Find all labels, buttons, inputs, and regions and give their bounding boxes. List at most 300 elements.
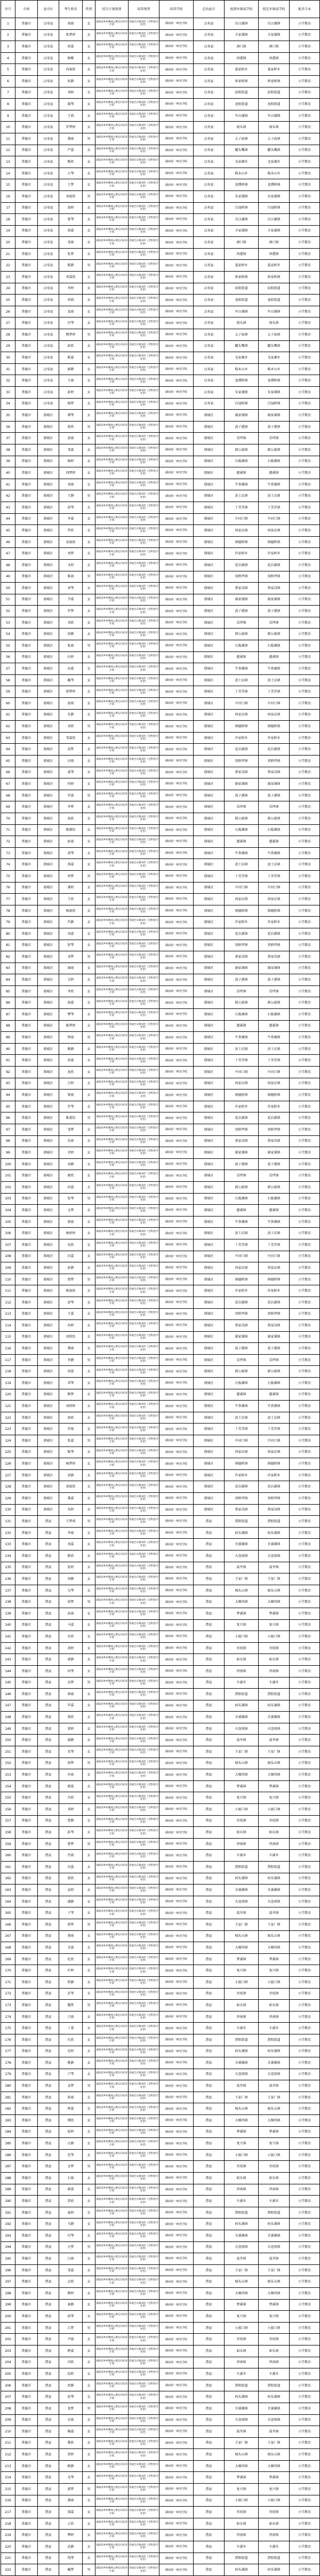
table-row <box>1 1804 320 1816</box>
cell-school: 湖南第一师范学院 <box>159 1573 194 1585</box>
cell-major: 小学教育 <box>290 940 320 951</box>
cell-index: 207 <box>1 2391 15 2403</box>
cell-type: 普通全日制本科（全科型/专业型） <box>129 870 159 882</box>
cell-school: 湖南第一师范学院 <box>159 1481 194 1493</box>
cell-type: 普通全日制本科（全科型/专业型） <box>129 1539 159 1551</box>
cell-school: 湖南第一师范学院 <box>159 1274 194 1285</box>
cell-gender: 女 <box>83 2011 95 2023</box>
cell-county: 鼎城区 <box>194 502 225 513</box>
cell-name: 文婷 <box>59 559 83 571</box>
cell-index: 99 <box>1 1147 15 1159</box>
cell-city: 常德市 <box>15 168 38 179</box>
cell-city: 常德市 <box>15 801 38 813</box>
cell-major: 小学教育 <box>290 2196 320 2207</box>
cell-type: 普通全日制本科（全科型/专业型） <box>129 1585 159 1596</box>
cell-county: 鼎城区 <box>194 663 225 675</box>
cell-plan: 湖南省乡村教师公费定向培养计划 <box>95 1378 129 1389</box>
cell-type: 普通全日制本科（全科型/专业型） <box>129 894 159 905</box>
cell-plan: 湖南省乡村教师公费定向培养计划 <box>95 1424 129 1435</box>
cell-report-town: 大堰垱镇 <box>225 2460 259 2472</box>
cell-school: 湖南第一师范学院 <box>159 1469 194 1481</box>
cell-city: 常德市 <box>15 110 38 122</box>
cell-major: 小学教育 <box>290 2414 320 2426</box>
cell-gender: 女 <box>83 2414 95 2426</box>
cell-type: 普通全日制本科（全科型/专业型） <box>129 1735 159 1746</box>
cell-county: 鼎城区 <box>194 1009 225 1021</box>
cell-type: 普通全日制本科（全科型/专业型） <box>129 1850 159 1862</box>
cell-plan: 湖南省乡村教师公费定向培养计划 <box>95 1873 129 1885</box>
cell-name: 邹嘉欣 <box>59 732 83 744</box>
cell-city: 常德市 <box>15 1919 38 1930</box>
cell-index: 96 <box>1 1112 15 1124</box>
cell-assigned-town: 涔南镇 <box>259 1665 290 1677</box>
table-row <box>1 433 320 444</box>
cell-school: 湖南第一师范学院 <box>159 225 194 237</box>
cell-type: 普通全日制本科（全科型/专业型） <box>129 64 159 76</box>
cell-plan: 湖南省乡村教师公费定向培养计划 <box>95 156 129 168</box>
cell-district: 澧县 <box>38 1700 59 1712</box>
cell-city: 常德市 <box>15 1723 38 1735</box>
cell-name: 魏梦 <box>59 2000 83 2011</box>
cell-major: 小学教育 <box>290 997 320 1009</box>
cell-school: 湖南第一师范学院 <box>159 1262 194 1274</box>
cell-report-town: 罐头嘴镇 <box>225 145 259 156</box>
cell-school: 湖南第一师范学院 <box>159 951 194 963</box>
cell-name: 罗嘉 <box>59 790 83 801</box>
cell-major: 小学教育 <box>290 1424 320 1435</box>
cell-report-town: 澧阳街道 <box>225 2034 259 2046</box>
cell-plan: 湖南省乡村教师公费定向培养计划 <box>95 2115 129 2127</box>
cell-gender: 女 <box>83 940 95 951</box>
table-row <box>1 1896 320 1907</box>
cell-plan: 湖南省乡村教师公费定向培养计划 <box>95 2161 129 2173</box>
table-row <box>1 1527 320 1539</box>
table-row <box>1 1308 320 1320</box>
cell-report-town: 朱家铺镇 <box>225 190 259 202</box>
cell-plan: 湖南省乡村教师公费定向培养计划 <box>95 2173 129 2184</box>
cell-city: 常德市 <box>15 99 38 110</box>
cell-assigned-town: 码头铺镇 <box>259 2219 290 2230</box>
cell-report-town: 许家桥乡 <box>225 548 259 560</box>
cell-school: 湖南第一师范学院 <box>159 1885 194 1896</box>
cell-assigned-town: 蒿子港镇 <box>259 421 290 433</box>
table-row <box>1 559 320 571</box>
cell-gender: 女 <box>83 237 95 249</box>
cell-district: 澧县 <box>38 2138 59 2150</box>
cell-name: 李欣 <box>59 985 83 997</box>
cell-major: 小学教育 <box>290 398 320 410</box>
cell-name: 贾欣 <box>59 2196 83 2207</box>
cell-county: 鼎城区 <box>194 1285 225 1297</box>
cell-major: 小学教育 <box>290 1481 320 1493</box>
cell-type: 普通全日制本科（全科型/专业型） <box>129 997 159 1009</box>
cell-index: 51 <box>1 594 15 606</box>
cell-plan: 湖南省乡村教师公费定向培养计划 <box>95 2092 129 2103</box>
cell-report-town: 龙阳街道 <box>225 295 259 306</box>
cell-district: 汉寿县 <box>38 260 59 272</box>
cell-district: 鼎城区 <box>38 548 59 560</box>
cell-major: 小学教育 <box>290 2449 320 2461</box>
table-row <box>1 2495 320 2507</box>
cell-major: 小学教育 <box>290 2149 320 2161</box>
cell-report-town: 镇德桥镇 <box>225 905 259 917</box>
cell-school: 湖南第一师范学院 <box>159 2080 194 2092</box>
cell-school: 湖南第一师范学院 <box>159 1401 194 1412</box>
cell-major: 小学教育 <box>290 1804 320 1816</box>
table-row <box>1 2345 320 2357</box>
cell-gender: 女 <box>83 2207 95 2219</box>
cell-school: 湖南第一师范学院 <box>159 75 194 87</box>
cell-report-town: 坡头镇 <box>225 122 259 133</box>
cell-district: 澧县 <box>38 1758 59 1769</box>
cell-school: 湖南第一师范学院 <box>159 2518 194 2530</box>
cell-report-town: 军山铺镇 <box>225 110 259 122</box>
cell-gender: 男 <box>83 260 95 272</box>
cell-plan: 湖南省乡村教师公费定向培养计划 <box>95 75 129 87</box>
cell-plan: 湖南省乡村教师公费定向培养计划 <box>95 237 129 249</box>
cell-major: 小学教育 <box>290 479 320 490</box>
cell-report-town: 澧阳街道 <box>225 2380 259 2391</box>
cell-major: 小学教育 <box>290 272 320 283</box>
cell-index: 30 <box>1 352 15 364</box>
cell-school: 湖南第一师范学院 <box>159 1135 194 1147</box>
cell-assigned-town: 太子庙镇 <box>259 329 290 341</box>
cell-major: 小学教育 <box>290 1389 320 1401</box>
cell-district: 鼎城区 <box>38 1504 59 1516</box>
table-row <box>1 1032 320 1044</box>
cell-type: 普通全日制本科（全科型/专业型） <box>129 1516 159 1528</box>
cell-school: 湖南第一师范学院 <box>159 1181 194 1193</box>
cell-report-town: 城头山镇 <box>225 1585 259 1596</box>
cell-assigned-town: 军山铺镇 <box>259 306 290 317</box>
cell-county: 鼎城区 <box>194 1043 225 1055</box>
cell-city: 常德市 <box>15 997 38 1009</box>
cell-plan: 湖南省乡村教师公费定向培养计划 <box>95 594 129 606</box>
table-row <box>1 502 320 513</box>
cell-index: 205 <box>1 2368 15 2380</box>
cell-type: 普通全日制本科（全科型/专业型） <box>129 99 159 110</box>
cell-district: 澧县 <box>38 2115 59 2127</box>
cell-assigned-town: 官垸镇 <box>259 2507 290 2518</box>
cell-type: 普通全日制本科（全科型/专业型） <box>129 1562 159 1573</box>
cell-plan: 湖南省乡村教师公费定向培养计划 <box>95 375 129 387</box>
cell-type: 普通全日制本科（全科型/专业型） <box>129 651 159 663</box>
cell-school: 湖南第一师范学院 <box>159 1631 194 1643</box>
cell-index: 6 <box>1 75 15 87</box>
cell-county: 澧县 <box>194 2541 225 2553</box>
cell-major: 小学教育 <box>290 110 320 122</box>
cell-district: 鼎城区 <box>38 1343 59 1355</box>
cell-school: 湖南第一师范学院 <box>159 2460 194 2472</box>
table-row <box>1 1147 320 1159</box>
cell-city: 常德市 <box>15 260 38 272</box>
table-row <box>1 99 320 110</box>
cell-major: 小学教育 <box>290 1769 320 1781</box>
table-row <box>1 698 320 710</box>
table-row <box>1 2311 320 2323</box>
cell-district: 鼎城区 <box>38 421 59 433</box>
cell-school: 湖南第一师范学院 <box>159 1562 194 1573</box>
cell-district: 澧县 <box>38 2553 59 2564</box>
cell-plan: 湖南省乡村教师公费定向培养计划 <box>95 1228 129 1239</box>
cell-assigned-town: 双桥坪镇 <box>259 756 290 767</box>
cell-index: 63 <box>1 732 15 744</box>
cell-school: 湖南第一师范学院 <box>159 2530 194 2541</box>
cell-school: 湖南第一师范学院 <box>159 2023 194 2034</box>
cell-report-town: 复兴镇 <box>225 2484 259 2495</box>
cell-plan: 湖南省乡村教师公费定向培养计划 <box>95 1780 129 1792</box>
table-row <box>1 2253 320 2265</box>
cell-gender: 女 <box>83 375 95 387</box>
cell-city: 常德市 <box>15 1907 38 1919</box>
cell-county: 汉寿县 <box>194 340 225 352</box>
cell-school: 湖南第一师范学院 <box>159 306 194 317</box>
cell-report-town: 丰家铺镇 <box>225 225 259 237</box>
cell-plan: 湖南省乡村教师公费定向培养计划 <box>95 1308 129 1320</box>
cell-assigned-town: 花岩溪镇 <box>259 1481 290 1493</box>
cell-county: 澧县 <box>194 1815 225 1827</box>
cell-report-town: 韩公渡镇 <box>225 1181 259 1193</box>
cell-plan: 湖南省乡村教师公费定向培养计划 <box>95 1193 129 1205</box>
cell-city: 常德市 <box>15 1735 38 1746</box>
cell-county: 鼎城区 <box>194 1216 225 1228</box>
cell-assigned-town: 官垸镇 <box>259 2334 290 2346</box>
cell-district: 澧县 <box>38 1562 59 1573</box>
cell-name: 曾琴 <box>59 214 83 226</box>
cell-type: 普通全日制本科（全科型/专业型） <box>129 2253 159 2265</box>
cell-district: 鼎城区 <box>38 1308 59 1320</box>
cell-city: 常德市 <box>15 1354 38 1366</box>
cell-city: 常德市 <box>15 2530 38 2541</box>
cell-school: 湖南第一师范学院 <box>159 444 194 456</box>
cell-type: 普通全日制本科（全科型/专业型） <box>129 1424 159 1435</box>
cell-report-town: 周家店镇 <box>225 1078 259 1090</box>
cell-county: 鼎城区 <box>194 1124 225 1136</box>
cell-assigned-town: 韩公渡镇 <box>259 813 290 824</box>
cell-major: 小学教育 <box>290 1262 320 1274</box>
table-row <box>1 156 320 168</box>
cell-district: 澧县 <box>38 2460 59 2472</box>
table-row <box>1 1435 320 1447</box>
cell-county: 澧县 <box>194 1942 225 1954</box>
cell-index: 131 <box>1 1516 15 1528</box>
cell-plan: 湖南省乡村教师公费定向培养计划 <box>95 479 129 490</box>
cell-city: 常德市 <box>15 1930 38 1942</box>
cell-name: 刘嘉 <box>59 928 83 940</box>
cell-city: 常德市 <box>15 2414 38 2426</box>
cell-assigned-town: 韩公渡镇 <box>259 1181 290 1193</box>
cell-plan: 湖南省乡村教师公费定向培养计划 <box>95 145 129 156</box>
cell-name: 覃婷 <box>59 2530 83 2541</box>
table-row <box>1 1665 320 1677</box>
cell-school: 湖南第一师范学院 <box>159 272 194 283</box>
cell-type: 普通全日制本科（全科型/专业型） <box>129 2069 159 2080</box>
cell-school: 湖南第一师范学院 <box>159 2126 194 2138</box>
cell-county: 澧县 <box>194 2011 225 2023</box>
cell-name: 秦静 <box>59 2299 83 2311</box>
cell-plan: 湖南省乡村教师公费定向培养计划 <box>95 387 129 399</box>
cell-name: 尹嘉 <box>59 594 83 606</box>
cell-type: 普通全日制本科（全科型/专业型） <box>129 1158 159 1170</box>
cell-name: 丁嘉 <box>59 2023 83 2034</box>
table-row <box>1 52 320 64</box>
cell-type: 普通全日制本科（全科型/专业型） <box>129 156 159 168</box>
cell-county: 汉寿县 <box>194 375 225 387</box>
cell-major: 小学教育 <box>290 709 320 721</box>
cell-assigned-town: 草坪镇 <box>259 985 290 997</box>
cell-assigned-town: 花岩溪镇 <box>259 1112 290 1124</box>
table-row <box>1 2391 320 2403</box>
cell-district: 澧县 <box>38 1516 59 1528</box>
cell-district: 澧县 <box>38 2184 59 2196</box>
cell-assigned-town: 小渡口镇 <box>259 2322 290 2334</box>
cell-major: 小学教育 <box>290 1907 320 1919</box>
cell-major: 小学教育 <box>290 813 320 824</box>
cell-index: 12 <box>1 145 15 156</box>
cell-city: 常德市 <box>15 1366 38 1378</box>
cell-plan: 湖南省乡村教师公费定向培养计划 <box>95 2287 129 2299</box>
cell-index: 90 <box>1 1043 15 1055</box>
cell-gender: 男 <box>83 1919 95 1930</box>
cell-major: 小学教育 <box>290 2230 320 2242</box>
cell-type: 普通全日制本科（全科型/专业型） <box>129 1124 159 1136</box>
cell-district: 鼎城区 <box>38 1446 59 1458</box>
cell-report-town: 丰家铺镇 <box>225 29 259 41</box>
cell-gender: 女 <box>83 1458 95 1470</box>
cell-county: 汉寿县 <box>194 29 225 41</box>
cell-name: 方梦 <box>59 2241 83 2253</box>
cell-index: 113 <box>1 1308 15 1320</box>
cell-district: 澧县 <box>38 1815 59 1827</box>
cell-plan: 湖南省乡村教师公费定向培养计划 <box>95 606 129 617</box>
table-row <box>1 329 320 341</box>
cell-plan: 湖南省乡村教师公费定向培养计划 <box>95 640 129 652</box>
cell-school: 湖南第一师范学院 <box>159 490 194 502</box>
cell-report-town: 官垸镇 <box>225 1988 259 2000</box>
cell-assigned-town: 谢家铺镇 <box>259 410 290 422</box>
cell-plan: 湖南省乡村教师公费定向培养计划 <box>95 1285 129 1297</box>
cell-name: 郭雨 <box>59 1216 83 1228</box>
table-row <box>1 1343 320 1355</box>
cell-gender: 女 <box>83 1424 95 1435</box>
cell-county: 鼎城区 <box>194 1135 225 1147</box>
cell-assigned-town: 罐头嘴镇 <box>259 145 290 156</box>
table-row <box>1 1067 320 1078</box>
table-row <box>1 1262 320 1274</box>
cell-school: 湖南第一师范学院 <box>159 2149 194 2161</box>
cell-district: 鼎城区 <box>38 686 59 698</box>
table-row <box>1 64 320 76</box>
cell-gender: 女 <box>83 525 95 537</box>
cell-name: 戴梦 <box>59 2564 83 2576</box>
cell-county: 鼎城区 <box>194 732 225 744</box>
cell-plan: 湖南省乡村教师公费定向培养计划 <box>95 2207 129 2219</box>
cell-name: 韩嘉 <box>59 1780 83 1792</box>
cell-plan: 湖南省乡村教师公费定向培养计划 <box>95 1216 129 1228</box>
cell-school: 湖南第一师范学院 <box>159 1320 194 1332</box>
cell-school: 湖南第一师范学院 <box>159 1608 194 1619</box>
cell-report-town: 王家厂镇 <box>225 1746 259 1758</box>
cell-county: 澧县 <box>194 1758 225 1769</box>
cell-county: 澧县 <box>194 2057 225 2069</box>
cell-city: 常德市 <box>15 2126 38 2138</box>
cell-major: 小学教育 <box>290 2460 320 2472</box>
cell-city: 常德市 <box>15 1596 38 1608</box>
cell-assigned-town: 石板滩镇 <box>259 1009 290 1021</box>
cell-county: 鼎城区 <box>194 859 225 871</box>
cell-district: 鼎城区 <box>38 536 59 548</box>
cell-name: 彭婷 <box>59 387 83 399</box>
cell-index: 85 <box>1 985 15 997</box>
cell-school: 湖南第一师范学院 <box>159 2115 194 2127</box>
cell-district: 澧县 <box>38 2023 59 2034</box>
cell-index: 191 <box>1 2207 15 2219</box>
cell-type: 普通全日制本科（全科型/专业型） <box>129 1527 159 1539</box>
cell-name: 熊梦 <box>59 1389 83 1401</box>
cell-type: 普通全日制本科（全科型/专业型） <box>129 190 159 202</box>
cell-report-town: 草坪镇 <box>225 617 259 629</box>
cell-school: 湖南第一师范学院 <box>159 940 194 951</box>
cell-name: 唐欣 <box>59 1412 83 1424</box>
table-row <box>1 110 320 122</box>
cell-assigned-town: 毛家滩乡 <box>259 352 290 364</box>
cell-gender: 女 <box>83 651 95 663</box>
cell-assigned-town: 许家桥乡 <box>259 732 290 744</box>
cell-report-town: 盐井镇 <box>225 1562 259 1573</box>
cell-major: 小学教育 <box>290 1608 320 1619</box>
cell-report-town: 澧阳街道 <box>225 1689 259 1700</box>
cell-county: 鼎城区 <box>194 1354 225 1366</box>
cell-school: 湖南第一师范学院 <box>159 87 194 99</box>
cell-district: 汉寿县 <box>38 329 59 341</box>
cell-type: 普通全日制本科（全科型/专业型） <box>129 2149 159 2161</box>
cell-name: 余嘉 <box>59 1942 83 1954</box>
cell-index: 166 <box>1 1919 15 1930</box>
cell-assigned-town: 石板滩镇 <box>259 824 290 836</box>
cell-report-town: 石板滩镇 <box>225 1193 259 1205</box>
cell-district: 鼎城区 <box>38 709 59 721</box>
table-row <box>1 387 320 399</box>
cell-index: 75 <box>1 870 15 882</box>
cell-city: 常德市 <box>15 2484 38 2495</box>
cell-major: 小学教育 <box>290 179 320 191</box>
cell-index: 69 <box>1 801 15 813</box>
cell-major: 小学教育 <box>290 410 320 422</box>
cell-name: 尹雨 <box>59 2334 83 2346</box>
cell-assigned-town: 官垸镇 <box>259 1988 290 2000</box>
cell-county: 澧县 <box>194 2069 225 2080</box>
cell-district: 澧县 <box>38 1769 59 1781</box>
cell-city: 常德市 <box>15 1308 38 1320</box>
cell-major: 小学教育 <box>290 2553 320 2564</box>
cell-plan: 湖南省乡村教师公费定向培养计划 <box>95 1585 129 1596</box>
cell-plan: 湖南省乡村教师公费定向培养计划 <box>95 894 129 905</box>
cell-type: 普通全日制本科（全科型/专业型） <box>129 1458 159 1470</box>
cell-county: 鼎城区 <box>194 1101 225 1112</box>
cell-plan: 湖南省乡村教师公费定向培养计划 <box>95 398 129 410</box>
cell-plan: 湖南省乡村教师公费定向培养计划 <box>95 905 129 917</box>
cell-school: 湖南第一师范学院 <box>159 1838 194 1850</box>
cell-type: 普通全日制本科（全科型/专业型） <box>129 1228 159 1239</box>
cell-plan: 湖南省乡村教师公费定向培养计划 <box>95 2241 129 2253</box>
cell-assigned-town: 王家厂镇 <box>259 1746 290 1758</box>
cell-name: 刘婷 <box>59 87 83 99</box>
cell-name: 汪静 <box>59 2138 83 2150</box>
cell-gender: 女 <box>83 2380 95 2391</box>
cell-school: 湖南第一师范学院 <box>159 894 194 905</box>
cell-report-town: 复兴镇 <box>225 1965 259 1977</box>
cell-county: 澧县 <box>194 1827 225 1839</box>
